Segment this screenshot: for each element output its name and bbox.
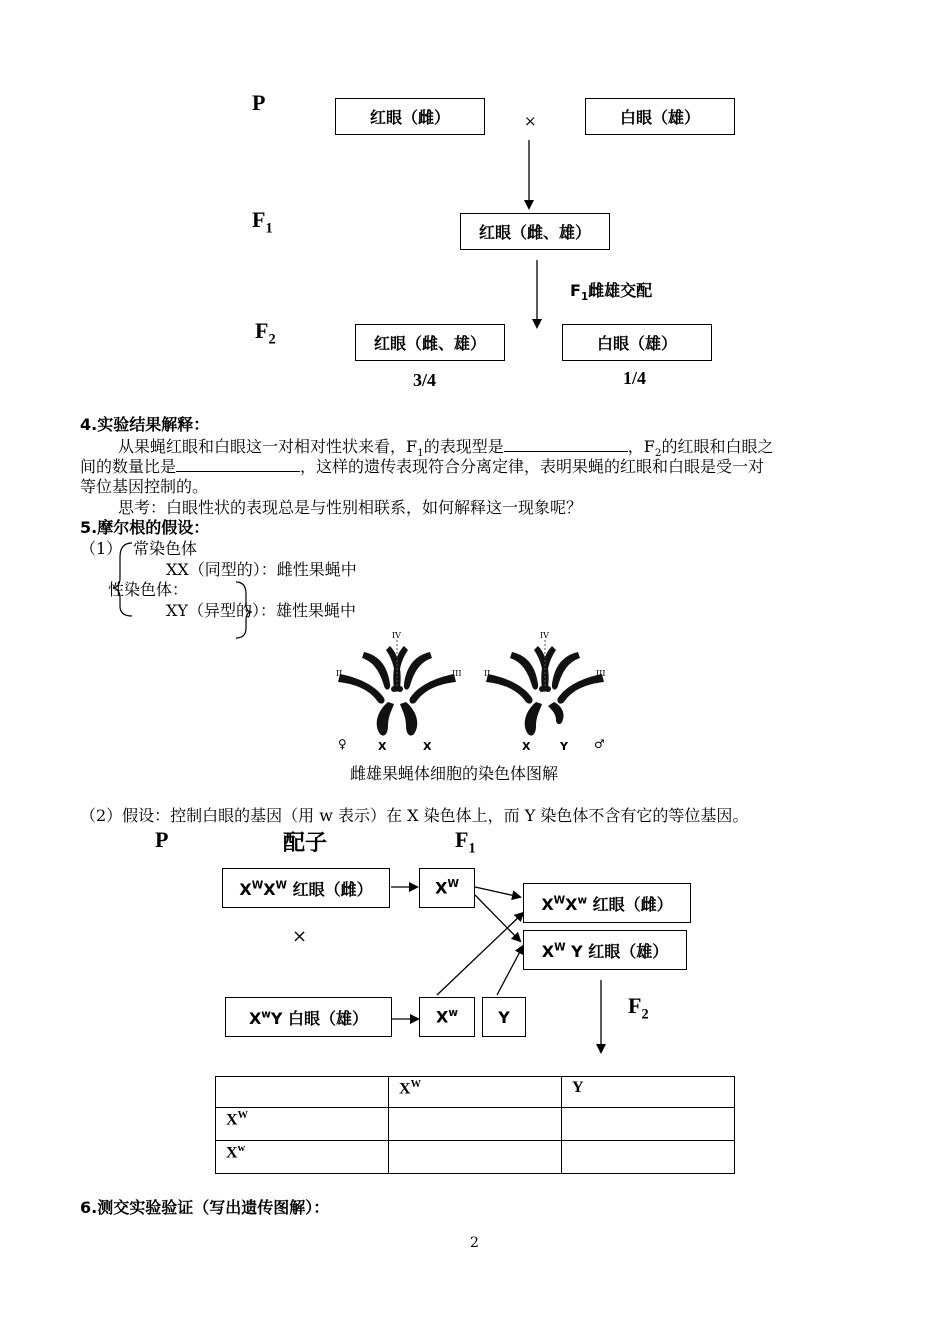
x-label-f1: X [378, 740, 387, 753]
gamete-Y: Y [498, 1007, 510, 1027]
chromosome-caption: 雌雄果蝇体细胞的染色体图解 [350, 764, 559, 783]
section5-heading: 5.摩尔根的假设： [80, 518, 210, 537]
f2-white-box [562, 324, 712, 361]
f1-red-box [460, 213, 610, 250]
answer-blank-1[interactable] [504, 437, 628, 452]
gamete-xw: $X^w$ [436, 1007, 458, 1027]
p-white-male-text: 白眼（雄） [619, 108, 700, 127]
punnett-cell[interactable] [562, 1141, 735, 1174]
p-male-genotype: $X^wY$ 白眼（雄） [248, 1008, 369, 1028]
section6-heading: 6.测交实验验证（写出遗传图解）： [80, 1198, 330, 1217]
section4-think: 思考：白眼性状的表现总是与性别相联系，如何解释这一现象呢？ [118, 498, 583, 517]
p-female-genotype-box [222, 868, 390, 908]
gamete-Y-box [482, 997, 526, 1037]
female-symbol: ♀ [338, 737, 347, 751]
iv-label-m: IV [540, 631, 549, 640]
f2-red-box [355, 324, 505, 361]
p-red-female-text: 红眼（雌） [369, 108, 450, 127]
cross-symbol: × [524, 112, 537, 130]
cross2-p-label: P [155, 827, 169, 852]
punnett-cell[interactable] [562, 1108, 735, 1141]
hypothesis-text: （2）假设：控制白眼的基因（用 w 表示）在 X 染色体上，而 Y 染色体不含有它的等位基因。 [80, 806, 749, 825]
punnett-col-Y: Y [562, 1077, 735, 1108]
xy-label: XY（异型的）：雄性果蝇中 [166, 601, 356, 620]
punnett-cell[interactable] [389, 1108, 562, 1141]
female-karyotype [336, 631, 461, 753]
xx-label: XX（同型的）：雌性果蝇中 [166, 560, 357, 579]
page-number: 2 [470, 1235, 479, 1251]
f1-mating-label: $F_1$雌雄交配 [570, 281, 653, 304]
punnett-corner [216, 1077, 389, 1108]
p-female-genotype: $X^WX^W$ 红眼（雌） [239, 879, 373, 899]
x-label-m: X [522, 740, 531, 753]
cross2-times: × [292, 926, 308, 947]
answer-blank-2[interactable] [176, 457, 300, 472]
section4-line1: 从果蝇红眼和白眼这一对相对性状来看，$F_1$的表现型是 ，$F_2$的红眼和白眼之 [118, 437, 774, 460]
punnett-row-XW: $X^W$ [216, 1108, 389, 1141]
ii-label-m: II [484, 669, 491, 678]
p-male-genotype-box [225, 997, 392, 1037]
punnett-col-XW: $X^W$ [389, 1077, 562, 1108]
section4-line3: 等位基因控制的。 [80, 477, 209, 496]
gamete-XW: $X^W$ [435, 878, 459, 898]
male-karyotype [484, 631, 605, 753]
section4-heading: 4.实验结果解释： [80, 415, 210, 434]
p-red-female-box [335, 98, 485, 135]
iii-label-f: III [452, 669, 462, 678]
section4-line2: 间的数量比是 ，这样的遗传表现符合分离定律，表明果蝇的红眼和白眼是受一对 [80, 457, 765, 476]
f1-label: $F_1$ [252, 207, 273, 237]
iv-label-f: IV [392, 631, 401, 640]
gamete-XW-box [419, 868, 475, 908]
f1-male-box [523, 930, 687, 970]
sex-chrom-label: 性染色体： [108, 580, 189, 599]
f2-red-text: 红眼（雌、雄） [373, 334, 486, 353]
p-label: P [252, 90, 266, 115]
f2-label: $F_2$ [255, 318, 276, 348]
cross2-f1-label: $F_1$ [455, 827, 476, 857]
autosome-label: 常染色体 [133, 539, 198, 558]
ratio-white: 1/4 [623, 368, 647, 388]
cross2-f2-label: $F_2$ [628, 993, 649, 1023]
x-label-f2: X [423, 740, 432, 753]
f2-white-text: 白眼（雄） [596, 334, 677, 353]
f1-female-box [523, 883, 691, 923]
gamete-label: 配子 [283, 831, 328, 856]
ii-label-f: II [336, 669, 343, 678]
punnett-row-xw: $X^w$ [216, 1141, 389, 1174]
f1-female-genotype: $X^WX^w$ 红眼（雌） [541, 894, 673, 914]
item1-prefix: （1） [80, 539, 123, 558]
iii-label-m: III [596, 669, 606, 678]
punnett-square [215, 1076, 735, 1174]
p-white-male-box [585, 98, 735, 135]
punnett-cell[interactable] [389, 1141, 562, 1174]
f1-male-genotype: $X^W$ Y 红眼（雄） [541, 941, 669, 961]
f1-red-text: 红眼（雌、雄） [478, 223, 591, 242]
chromosome-figure [330, 626, 620, 758]
ratio-red: 3/4 [413, 370, 437, 390]
y-label-m: Y [560, 740, 568, 753]
male-symbol: ♂ [594, 737, 605, 751]
gamete-xw-box [419, 997, 475, 1037]
